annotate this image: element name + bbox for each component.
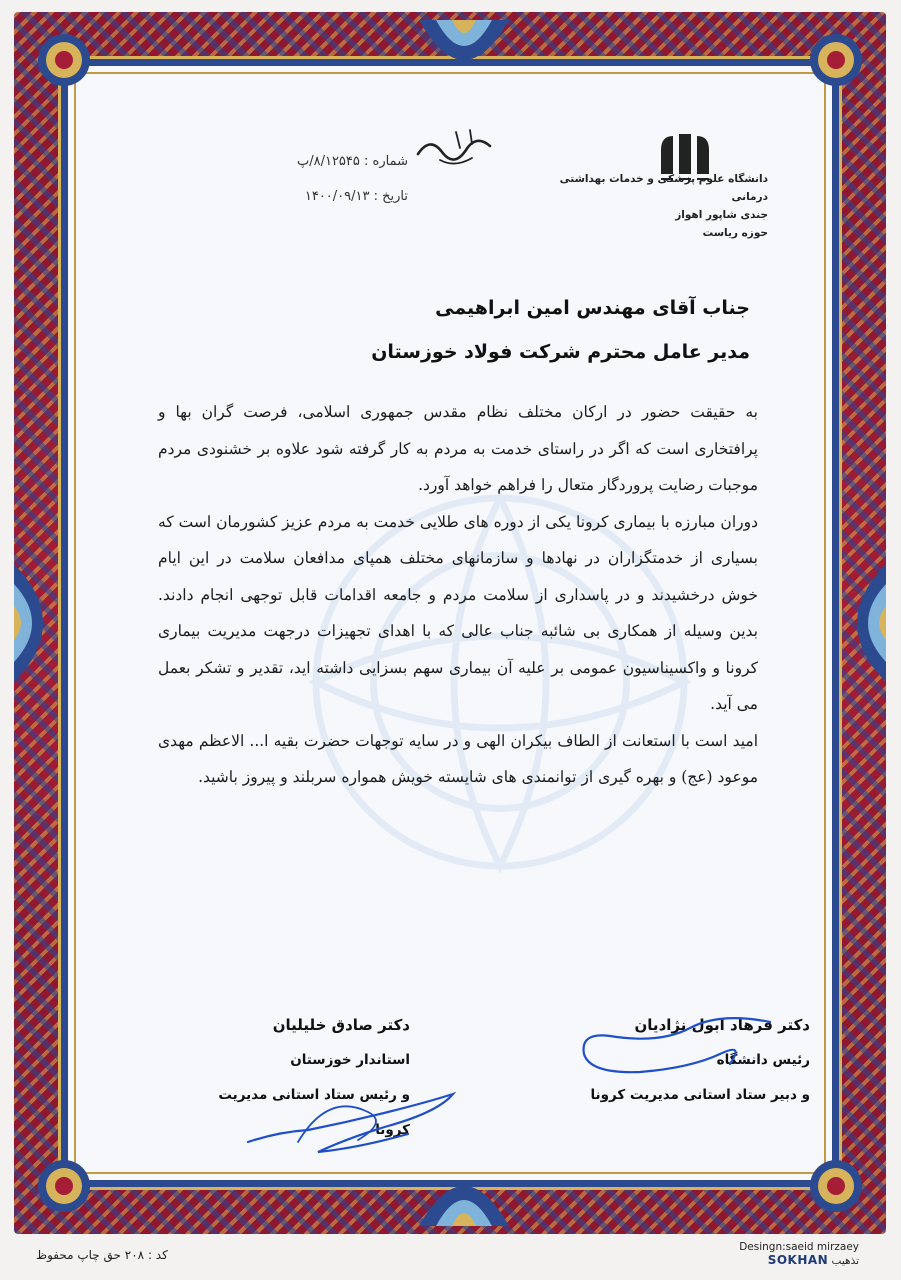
brand-name: SOKHAN	[767, 1253, 829, 1267]
brand-suffix: تذهیب	[831, 1255, 859, 1267]
body-paragraph-3: امید است با استعانت از الطاف بیکران الهی و در سایه توجهات حضرت بقیه ا... الاعظم مهدی موعود (عج) و بهره گیری از توانمندی های شایسته خویش همواره سربلند و پیروز باشید.	[158, 731, 758, 786]
addressee-name: جناب آقای مهندس امین ابراهیمی	[435, 297, 750, 319]
letter-body	[158, 394, 758, 796]
letter-number: شماره : ۸/۱۲۵۴۵/پ	[296, 154, 408, 169]
footer-credit	[739, 1241, 859, 1268]
handwritten-signature-icon	[570, 1014, 780, 1084]
body-paragraph-1: به حقیقت حضور در ارکان مختلف نظام مقدس جمهوری اسلامی، فرصت گران بها و پرافتخاری است که اگر در راستای خدمت به مردم به کار گرفته شود علاوه بر خشنودی مردم موجبات رضایت پروردگار متعال را فراهم خواهد آورد.	[158, 403, 758, 494]
university-line-2: جندی شاپور اهواز	[675, 209, 768, 221]
footer-code: کد : ۲۰۸ حق چاپ محفوظ	[36, 1248, 168, 1262]
side-medallion-icon	[822, 548, 886, 698]
side-medallion-icon	[14, 548, 78, 698]
letter-meta	[188, 144, 408, 214]
besmellah-calligraphy	[410, 124, 500, 172]
signatory-name: دکتر صادق خلیلیان	[272, 1016, 410, 1034]
signatory-name: دکتر فرهاد ابول نژادیان	[634, 1016, 810, 1034]
letter-date: تاریخ : ۱۴۰۰/۰۹/۱۳	[304, 189, 408, 204]
signatory-title: رئیس دانشگاه	[716, 1052, 810, 1068]
addressee-title: مدیر عامل محترم شرکت فولاد خوزستان	[371, 341, 750, 363]
addressee-block	[160, 286, 750, 374]
designer-credit: Desingn:saeid mirzaey	[739, 1241, 859, 1253]
letter-page	[70, 72, 830, 1172]
signatory-title-2: و دبیر ستاد استانی مدیریت کرونا	[590, 1087, 810, 1103]
university-header	[538, 170, 768, 242]
university-line-3: حوزه ریاست	[702, 227, 768, 239]
signatory-title-2: و رئیس ستاد استانی مدیریت کرونا	[218, 1087, 410, 1138]
body-paragraph-2: دوران مبارزه با بیماری کرونا یکی از دوره های طلایی خدمت به مردم عزیز کشورمان است که بسیاری از خدمتگزاران در نهادها و سازمانهای مختلف همپای مدافعان سلامت در این ایام خوش درخشیدند و در پاسداری از سلامت مردم و جامعه اقدامات قابل توجهی انجام دادند. بدین وسیله از همکاری بی شائبه جناب عالی که با اهدای تجهیزات درجهت مدیریت بیماری کرونا و واکسیناسیون عمومی بر علیه آن بیماری سهم بسزایی داشته اید، تقدیر و تشکر بعمل می آید.	[158, 512, 758, 713]
handwritten-signature-icon	[238, 1082, 468, 1162]
signatory-title: استاندار خوزستان	[290, 1052, 410, 1068]
university-line-1: دانشگاه علوم پزشکی و خدمات بهداشتی درمانی	[559, 173, 768, 203]
